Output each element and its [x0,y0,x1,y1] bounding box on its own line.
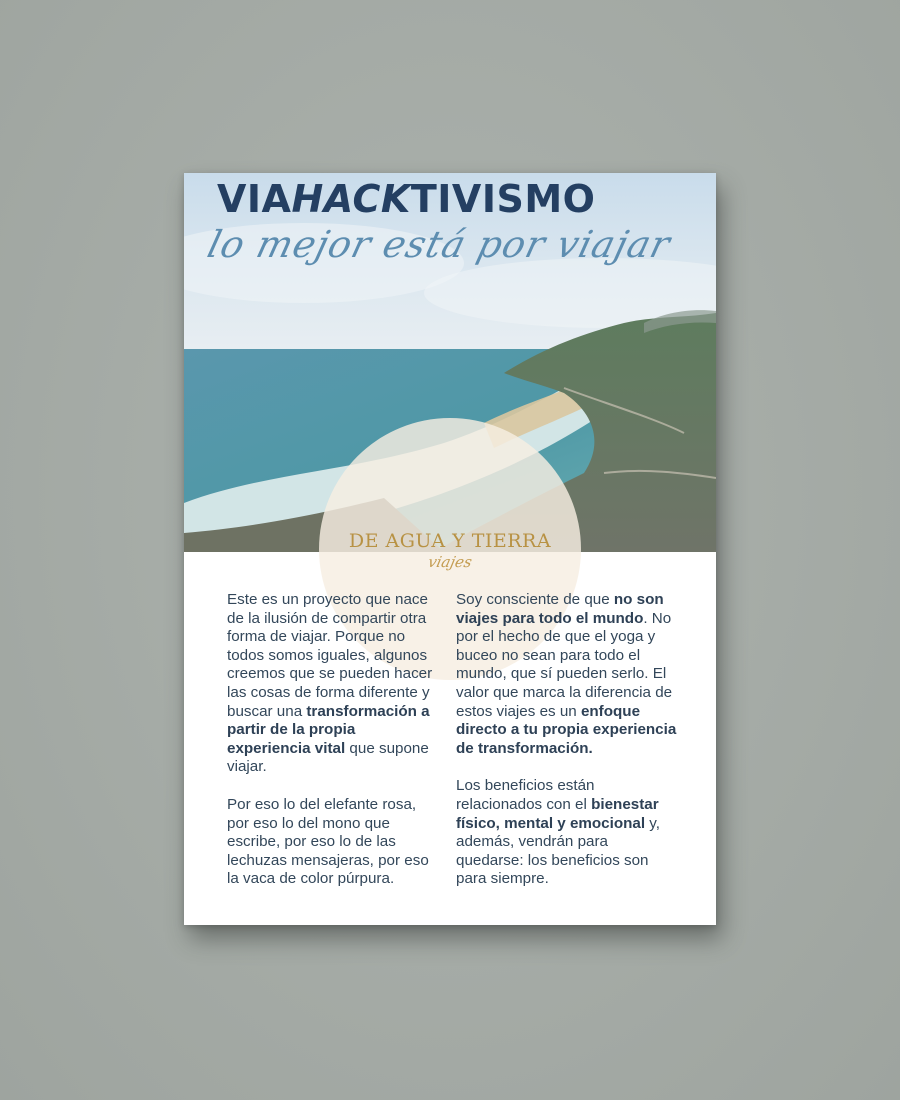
right-column [456,591,678,908]
left-p1-text: Este es un proyecto que nace de la ilusión de compartir otra forma de viajar. Porque no todos somos iguales, algunos creemos que se pueden hacer las cosas de forma diferente y buscar una [227,591,433,720]
left-paragraph-2: Por eso lo del elefante rosa, por eso lo del mono que escribe, por eso lo de las lechuzas mensajeras, por eso la vaca de color púrpura. [227,795,429,888]
right-p1-bold-2: enfoque directo a tu propia experiencia de transformación. [456,702,677,757]
flyer-page [184,173,716,925]
right-p1-bold: no son viajes para todo el mundo [456,591,664,627]
right-p1-text: Soy consciente de que [456,591,614,608]
right-p2-text: Los beneficios están relacionados con el [456,777,595,813]
right-paragraph-1 [456,591,678,758]
right-p2-tail: y, además, vendrán para quedarse: los beneficios son para siempre. [456,814,660,888]
title-part-tivismo: TIVISMO [410,177,596,221]
left-p1-bold: transformación a partir de la propia experiencia vital [227,702,430,757]
right-p1-middle: . No por el hecho de que el yoga y buceo no sean para todo el mundo, que sí pueden serlo. El valor que marca la diferencia de estos viajes es un [456,609,673,720]
title-part-hack: HACK [291,177,411,221]
right-p2-bold: bienestar físico, mental y emocional [456,795,659,832]
right-paragraph-2 [456,777,678,889]
tagline: lo mejor está por viajar [203,223,676,266]
page-title [217,177,595,221]
left-paragraph-1 [227,591,442,777]
brand-subtitle: viajes [426,553,474,571]
brand-name: DE AGUA Y TIERRA [348,530,552,552]
left-p1-tail: que supone viajar. [227,739,429,776]
title-part-via: VIA [217,177,292,221]
left-column [227,591,442,908]
